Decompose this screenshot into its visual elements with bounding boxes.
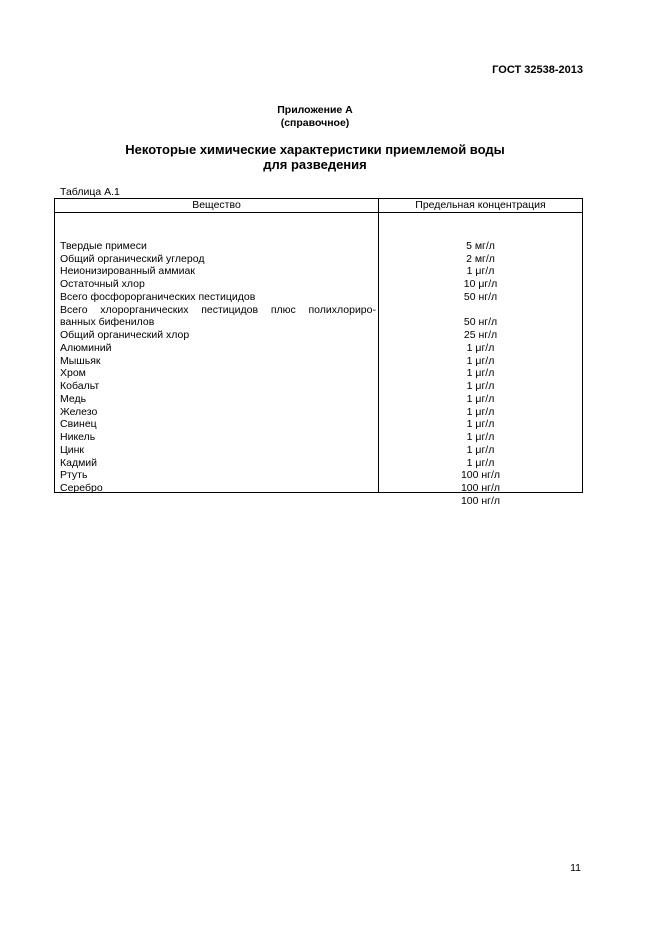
concentration-cell: 1 μг/л (466, 456, 495, 469)
concentration-cell: 10 μг/л (463, 278, 498, 290)
substance-cell: Серебро (60, 482, 103, 494)
substance-cell: Медь (60, 392, 87, 405)
appendix-label: Приложение А (277, 104, 353, 116)
substance-cell: Цинк (60, 443, 85, 456)
substance-cell: Кадмий (60, 456, 98, 469)
substance-cell: Ртуть (60, 469, 88, 482)
concentration-cell: 100 нг/л (460, 469, 501, 482)
substance-cell: Всего хлорорганических пестицидов плюс полихлориро- (60, 303, 376, 316)
concentration-column (379, 227, 582, 508)
concentration-cell: 100 нг/л (460, 494, 501, 507)
table-label: Таблица А.1 (60, 186, 120, 198)
heading-line-2: для разведения (263, 157, 367, 172)
concentration-cell: 1 μг/л (466, 354, 495, 367)
substance-cell: Остаточный хлор (60, 278, 145, 290)
page-number: 11 (570, 862, 581, 874)
concentration-cell: 1 μг/л (466, 380, 495, 392)
concentration-cell: 1 μг/л (466, 431, 495, 443)
concentration-cell: 1 μг/л (466, 418, 495, 431)
substance-cell: Железо (60, 405, 98, 418)
substance-cell: Общий органический хлор (60, 329, 190, 341)
substance-cell: Твердые примеси (60, 239, 147, 252)
substance-cell: Свинец (60, 418, 97, 431)
header-rule (55, 212, 582, 213)
concentration-cell (379, 227, 582, 240)
substance-cell: Общий органический углерод (60, 252, 205, 265)
heading-line-1: Некоторые химические характеристики приемлемой воды (125, 142, 505, 157)
page-heading (0, 142, 630, 172)
concentration-cell: 1 μг/л (466, 367, 495, 380)
concentration-cell: 1 μг/л (466, 443, 495, 456)
concentration-cell: 1 μг/л (466, 265, 495, 278)
concentration-cell: 1 μг/л (466, 392, 495, 405)
substance-cell (60, 227, 376, 240)
substance-cell: Хром (60, 367, 86, 380)
column-header-concentration: Предельная концентрация (415, 199, 546, 211)
chemical-characteristics-table (54, 198, 583, 507)
substance-cell: Кобальт (60, 380, 100, 392)
concentration-cell: 2 мг/л (466, 252, 495, 265)
substance-cell: Неионизированный аммиак (60, 265, 195, 278)
substance-column (60, 227, 376, 495)
column-header-substance: Вещество (192, 199, 241, 211)
concentration-cell: 50 нг/л (463, 290, 498, 303)
substance-cell: Всего фосфорорганических пестицидов (60, 290, 256, 303)
substance-cell: ванных бифенилов (60, 316, 155, 329)
concentration-cell (379, 304, 582, 317)
substance-cell: Алюминий (60, 341, 112, 354)
concentration-cell: 25 нг/л (463, 329, 498, 341)
concentration-cell: 100 нг/л (460, 482, 501, 494)
concentration-cell: 5 мг/л (466, 239, 495, 252)
concentration-cell: 1 μг/л (466, 405, 495, 418)
concentration-cell: 1 μг/л (466, 341, 495, 354)
appendix-type: (справочное) (280, 117, 350, 129)
appendix-title (0, 104, 630, 130)
substance-cell: Никель (60, 431, 96, 443)
concentration-cell: 50 нг/л (463, 316, 498, 329)
substance-cell: Мышьяк (60, 354, 101, 367)
standard-code: ГОСТ 32538-2013 (492, 64, 583, 76)
